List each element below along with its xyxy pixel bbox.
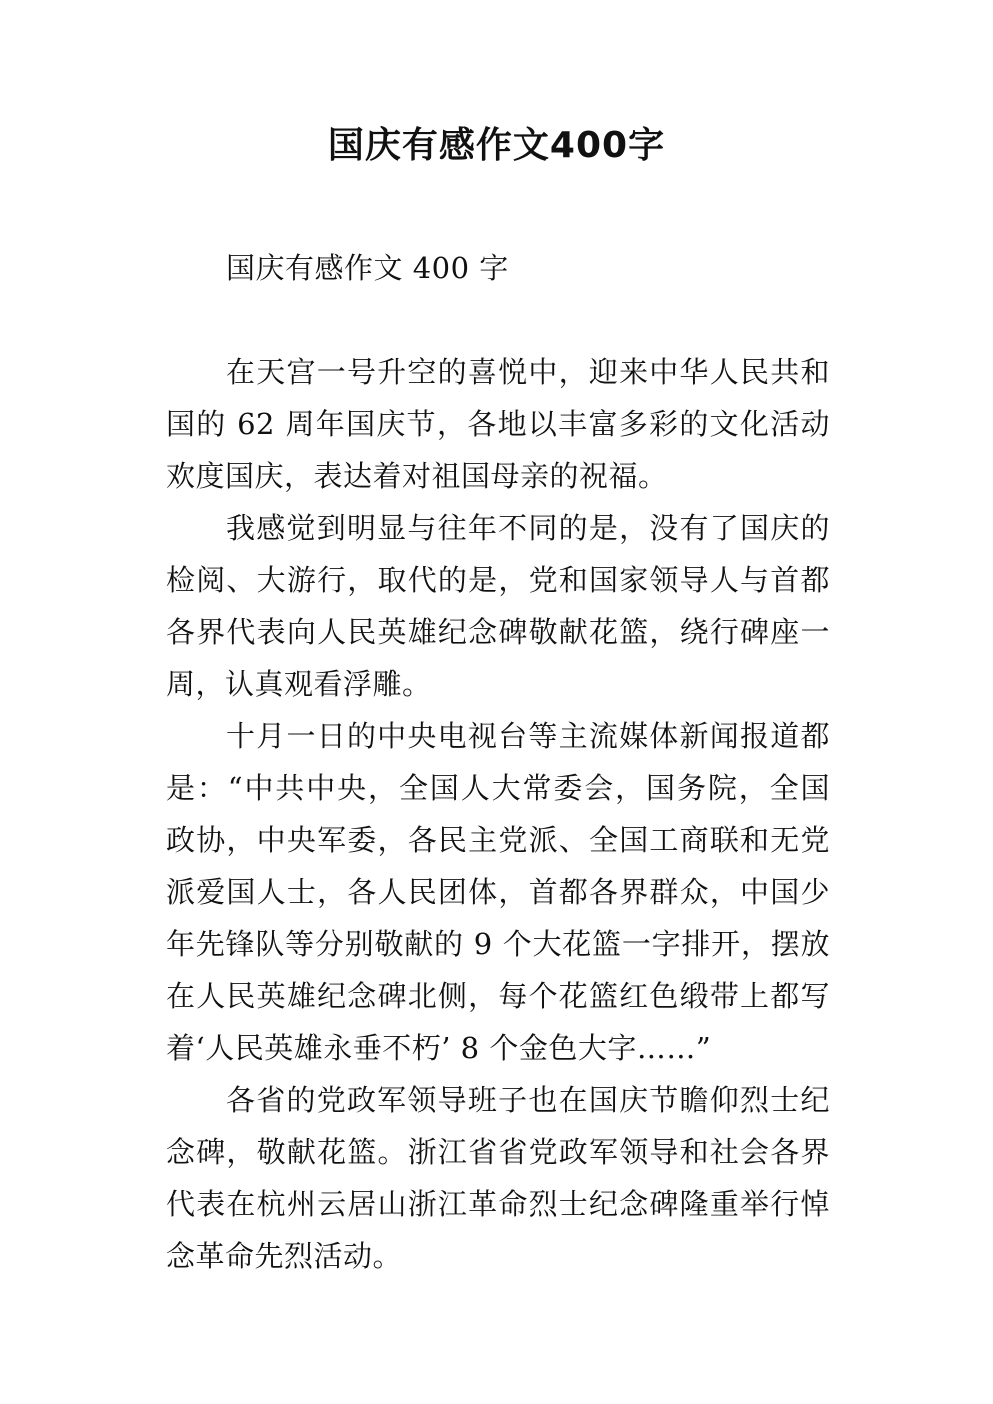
document-body [166,212,830,1282]
paragraph-1: 在天宫一号升空的喜悦中，迎来中华人民共和国的 62 周年国庆节，各地以丰富多彩的文化活动欢度国庆，表达着对祖国母亲的祝福。 [166,355,830,493]
paragraph-4: 各省的党政军领导班子也在国庆节瞻仰烈士纪念碑，敬献花篮。浙江省省党政军领导和社会各界代表在杭州云居山浙江革命烈士纪念碑隆重举行悼念革命先烈活动。 [166,1083,830,1273]
document-title: 国庆有感作文400字 [327,125,666,166]
paragraph-2: 我感觉到明显与往年不同的是，没有了国庆的检阅、大游行，取代的是，党和国家领导人与首都各界代表向人民英雄纪念碑敬献花篮，绕行碑座一周，认真观看浮雕。 [166,511,830,701]
document-subtitle: 国庆有感作文 400 字 [226,251,509,285]
paragraph-3: 十月一日的中央电视台等主流媒体新闻报道都是：“中共中央，全国人大常委会，国务院，全国政协，中央军委，各民主党派、全国工商联和无党派爱国人士，各人民团体，首都各界群众，中国少年先锋队等分别敬献的 9 个大花篮一字排开，摆放在人民英雄纪念碑北侧，每个花篮红色缎带上都写着‘人民英雄永垂不朽’ 8 个金色大字……” [166,719,830,1065]
